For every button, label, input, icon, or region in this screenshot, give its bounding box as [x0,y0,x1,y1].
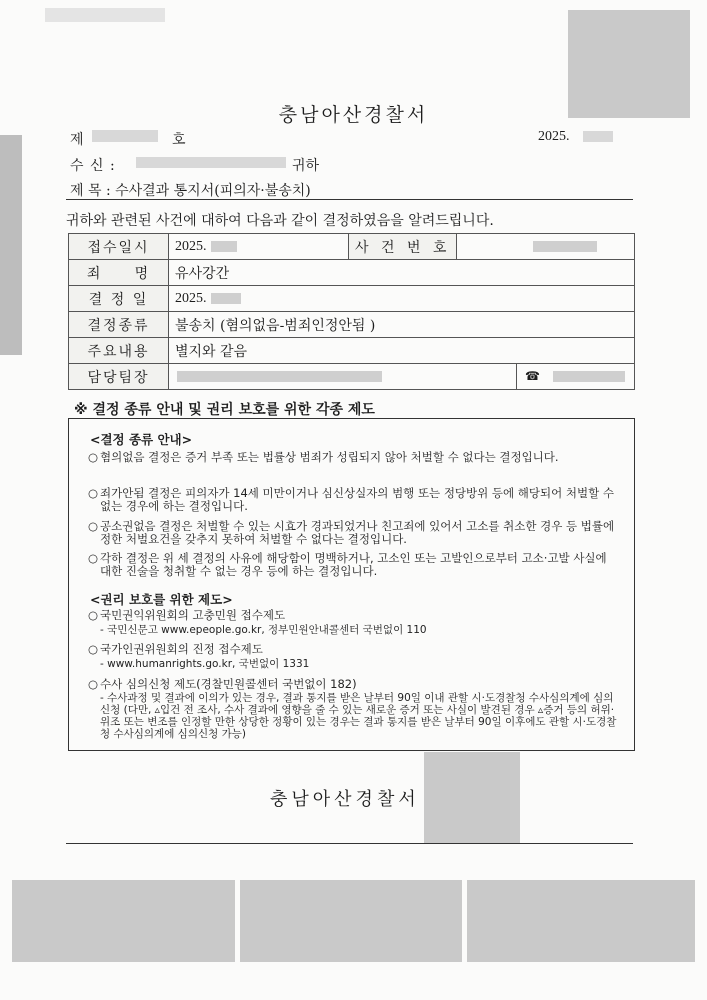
redacted-bottom-block-3 [467,880,695,962]
redacted-top-label [45,8,165,22]
rights-detail: - www.humanrights.go.kr, 국번없이 1331 [100,658,310,670]
redacted-decision-date [211,293,241,304]
decision-type-label: 결정종류 [69,312,169,338]
footer-divider [66,843,633,844]
redacted-left-edge-mark [0,135,22,355]
decision-type-text: 혐의없음 결정은 증거 부족 또는 법률상 범죄가 성립되지 않아 처벌할 수 없다는 결정입니다. [100,450,559,464]
intro-text: 귀하와 관련된 사건에 대하여 다음과 같이 결정하였음을 알려드립니다. [66,213,494,229]
list-item [88,609,618,622]
list-item [88,678,618,691]
bullet-icon: ○ [88,486,99,500]
notice-section-title: ※ 결정 종류 안내 및 권리 보호를 위한 각종 제도 [74,402,375,418]
redacted-receipt-date [211,241,237,252]
table-row [69,338,635,364]
officer-cell [169,364,635,390]
list-item [88,552,618,578]
list-item [88,643,618,656]
list-item [88,520,618,546]
redacted-phone-number [553,371,625,382]
redacted-official-seal [424,752,520,844]
recipient-label: 수 신 : [70,158,116,174]
rights-detail: - 수사과정 및 결과에 이의가 있는 경우, 결과 통지를 받은 날부터 90일 이내 관할 시·도경찰청 수사심의계에 심의신청 (다만, ▵입건 전 조사, 수사 결과에 영향을 줄 수 있는 새로운 증거 또는 사실이 발견된 경우 ▵증거 등의 허위·위조 또는 변조를 인정할 만한 상당한 정황이 있는 경우는 결과 통지를 받은 날부터 90일 이후에도 관할 시·도경찰청 수사심의계에 심의신청 가능) [100,692,617,740]
bullet-icon: ○ [88,551,99,565]
charge-label: 죄 명 [69,260,169,286]
bullet-icon: ○ [88,642,99,656]
doc-number-prefix: 제 [70,132,84,148]
table-row [69,312,635,338]
rights-title: 수사 심의신청 제도(경찰민원콜센터 국번없이 182) [100,677,357,691]
list-item [88,451,618,464]
decision-type-text: 공소권없음 결정은 처벌할 수 있는 시효가 경과되었거나 친고죄에 있어서 고소를 취소한 경우 등 법률에 정한 처벌요건을 갖추지 못하여 처벌할 수 없다는 결정입니다. [100,519,615,546]
receipt-date-label: 접수일시 [69,234,169,260]
receipt-date-cell [169,234,349,260]
decision-type-value: 불송치 (혐의없음-범죄인정안됨 ) [169,312,635,338]
main-content-label: 주요내용 [69,338,169,364]
list-item [100,624,620,636]
rights-heading: <권리 보호를 위한 제도> [90,592,233,607]
decision-date-label: 결 정 일 [69,286,169,312]
bullet-icon: ○ [88,677,99,691]
doc-number-suffix: 호 [172,132,186,148]
rights-title: 국민권익위원회의 고충민원 접수제도 [100,608,286,622]
decision-date-cell [169,286,635,312]
rights-detail: - 국민신문고 www.epeople.go.kr, 정부민원안내콜센터 국번없이 110 [100,624,427,636]
case-number-label: 사 건 번 호 [349,234,457,260]
issuer-name: 충남아산경찰서 [270,789,420,810]
subject-line: 제 목 : 수사결과 통지서(피의자·불송치) [70,183,311,199]
recipient-suffix: 귀하 [292,158,320,174]
rights-title: 국가인권위원회의 진정 접수제도 [100,642,263,656]
decision-type-text: 각하 결정은 위 세 결정의 사유에 해당함이 명백하거나, 고소인 또는 고발인으로부터 고소·고발 사실에 대한 진술을 청취할 수 없는 경우 등에 하는 결정입니다. [100,551,607,578]
table-row [69,234,635,260]
redacted-doc-date [583,131,613,142]
bullet-icon: ○ [88,519,99,533]
redacted-bottom-block-1 [12,880,235,962]
list-item [100,658,620,670]
redacted-officer-name [177,371,382,382]
redacted-bottom-block-2 [240,880,462,962]
decision-types-heading: <결정 종류 안내> [90,432,193,447]
receipt-date-value: 2025. [175,239,207,254]
list-item [100,692,622,740]
bullet-icon: ○ [88,608,99,622]
table-row [69,260,635,286]
phone-icon: ☎ [525,369,540,383]
header-divider [66,199,633,200]
officer-label: 담당팀장 [69,364,169,390]
main-content-value: 별지와 같음 [169,338,635,364]
redacted-doc-number [92,130,158,142]
case-number-cell [457,234,635,260]
decision-date-value: 2025. [175,291,207,306]
charge-value: 유사강간 [169,260,635,286]
phone-divider [516,364,517,389]
decision-type-text: 죄가안됨 결정은 피의자가 14세 미만이거나 심신상실자의 범행 또는 정당방위 등에 해당되어 처벌할 수 없는 경우에 하는 결정입니다. [100,486,614,513]
list-item [88,487,618,513]
redacted-recipient [136,157,286,168]
table-row [69,364,635,390]
document-title: 충남아산경찰서 [278,104,429,126]
redacted-case-number [533,241,597,252]
table-row [69,286,635,312]
bullet-icon: ○ [88,450,99,464]
case-info-table [68,233,635,390]
doc-date: 2025. [538,129,570,144]
